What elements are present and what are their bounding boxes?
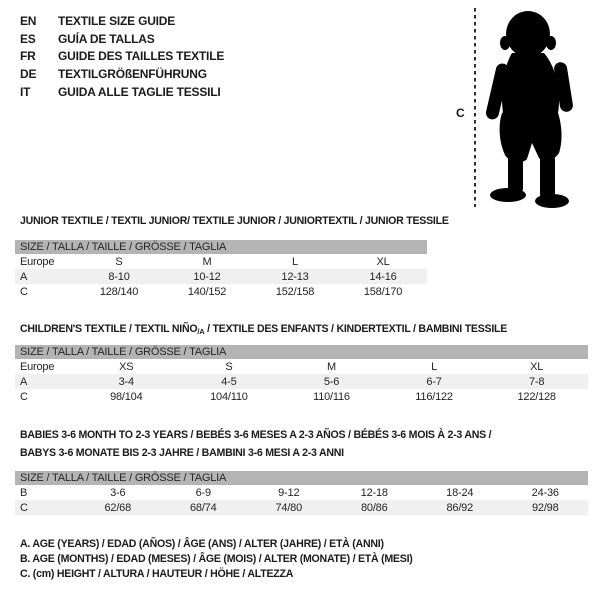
- value-cell: 8-10: [108, 270, 130, 283]
- value-cell: S: [115, 255, 123, 268]
- babies-size-table: [15, 471, 588, 515]
- language-label: TEXTILGRÖßENFÜHRUNG: [58, 67, 207, 82]
- value-cell: 12-18: [360, 486, 388, 499]
- row-label-cell: C: [20, 390, 28, 403]
- value-cell: 5-6: [323, 375, 340, 388]
- language-code: DE: [20, 67, 37, 82]
- table-row: [15, 374, 588, 389]
- value-cell: 128/140: [99, 285, 139, 298]
- value-cell: L: [431, 360, 438, 373]
- value-cell: L: [292, 255, 298, 268]
- table-row: [15, 485, 588, 500]
- value-cell: 7-8: [529, 375, 545, 388]
- language-row-fr: [20, 48, 224, 66]
- value-cell: 4-5: [221, 375, 237, 388]
- children-title-subscript: /A: [197, 327, 205, 336]
- value-cell: 6-9: [195, 486, 211, 499]
- table-row: [15, 284, 427, 299]
- value-cell: 98/104: [110, 390, 143, 403]
- value-cell: 122/128: [517, 390, 556, 403]
- value-cell: M: [202, 255, 212, 268]
- value-cell: 9-12: [278, 486, 300, 499]
- row-label-cell: A: [20, 375, 28, 388]
- value-cell: 3-4: [118, 375, 134, 388]
- value-cell: 62/68: [104, 501, 132, 514]
- value-cell: 24-36: [531, 486, 559, 499]
- value-cell: S: [225, 360, 233, 373]
- value-cell: 3-6: [110, 486, 126, 499]
- value-cell: 18-24: [446, 486, 474, 499]
- babies-title-line2: BABYS 3-6 MONATE BIS 2-3 JAHRE / BAMBINI 3-6 MESI A 2-3 ANNI: [20, 447, 344, 459]
- value-cell: 68/74: [189, 501, 217, 514]
- value-cell: 6-7: [426, 375, 442, 388]
- language-label: GUIDE DES TAILLES TEXTILE: [58, 49, 225, 64]
- table-header-row: SIZE / TALLA / TAILLE / GRÖSSE / TAGLIA: [15, 345, 588, 359]
- table-row: [15, 389, 588, 404]
- language-code: EN: [20, 13, 37, 28]
- value-cell: 12-13: [281, 270, 309, 283]
- table-row: [15, 359, 588, 374]
- value-cell: XL: [530, 360, 544, 373]
- children-title-main: CHILDREN'S TEXTILE / TEXTIL NIÑO: [20, 323, 198, 335]
- value-cell: XS: [119, 360, 134, 373]
- table-header-row: SIZE / TALLA / TAILLE / GRÖSSE / TAGLIA: [15, 471, 588, 485]
- value-cell: 140/152: [187, 285, 227, 298]
- height-dashed-line: [474, 8, 476, 207]
- height-measure-label: C: [456, 106, 465, 120]
- language-row-es: [20, 30, 224, 48]
- value-cell: 158/170: [363, 285, 403, 298]
- value-cell: 104/110: [210, 390, 248, 403]
- toddler-silhouette-icon: [484, 9, 594, 209]
- value-cell: 116/122: [415, 390, 453, 403]
- children-section-title: [20, 323, 507, 336]
- language-label: GUIDA ALLE TAGLIE TESSILI: [58, 85, 221, 100]
- children-size-table: [15, 345, 588, 404]
- row-label-cell: A: [20, 270, 28, 283]
- value-cell: XL: [376, 255, 390, 268]
- language-code: IT: [20, 85, 31, 100]
- row-label-cell: C: [20, 501, 28, 514]
- value-cell: 92/98: [531, 501, 559, 514]
- language-code: FR: [20, 49, 36, 64]
- language-row-de: [20, 65, 224, 83]
- table-row: [15, 269, 427, 284]
- babies-section-title: [20, 426, 491, 462]
- table-row: [15, 254, 427, 269]
- language-label: GUÍA DE TALLAS: [58, 31, 155, 46]
- babies-title-line1: BABIES 3-6 MONTH TO 2-3 YEARS / BEBÉS 3-6 MESES A 2-3 AÑOS / BÉBÉS 3-6 MOIS À 2-3 ANS /: [20, 429, 492, 441]
- language-label: TEXTILE SIZE GUIDE: [58, 13, 176, 28]
- language-row-en: [20, 12, 224, 30]
- language-title-list: [20, 12, 224, 101]
- note-age-years: A. AGE (YEARS) / EDAD (AÑOS) / ÂGE (ANS) / ALTER (JAHRE) / ETÀ (ANNI): [20, 538, 384, 550]
- note-height-cm: C. (cm) HEIGHT / ALTURA / HAUTEUR / HÖHE / ALTEZZA: [20, 568, 294, 580]
- value-cell: 86/92: [446, 501, 474, 514]
- children-title-rest: / TEXTILE DES ENFANTS / KINDERTEXTIL / BAMBINI TESSILE: [204, 323, 508, 335]
- table-header-row: SIZE / TALLA / TAILLE / GRÖSSE / TAGLIA: [15, 240, 427, 254]
- value-cell: 14-16: [369, 270, 397, 283]
- legend-notes: [20, 537, 413, 582]
- row-label-cell: C: [20, 285, 28, 298]
- row-label-cell: Europe: [20, 255, 55, 268]
- value-cell: 10-12: [193, 270, 221, 283]
- value-cell: 110/116: [313, 390, 350, 403]
- value-cell: M: [327, 360, 336, 373]
- language-row-it: [20, 83, 224, 101]
- row-label-cell: B: [20, 486, 28, 499]
- note-age-months: B. AGE (MONTHS) / EDAD (MESES) / ÂGE (MOIS) / ALTER (MONATE) / ETÀ (MESI): [20, 553, 413, 565]
- value-cell: 80/86: [360, 501, 388, 514]
- row-label-cell: Europe: [20, 360, 55, 373]
- value-cell: 152/158: [275, 285, 315, 298]
- language-code: ES: [20, 31, 36, 46]
- table-row: [15, 500, 588, 515]
- junior-size-table: [15, 240, 427, 299]
- value-cell: 74/80: [275, 501, 303, 514]
- junior-section-title: JUNIOR TEXTILE / TEXTIL JUNIOR/ TEXTILE JUNIOR / JUNIORTEXTIL / JUNIOR TESSILE: [20, 215, 449, 227]
